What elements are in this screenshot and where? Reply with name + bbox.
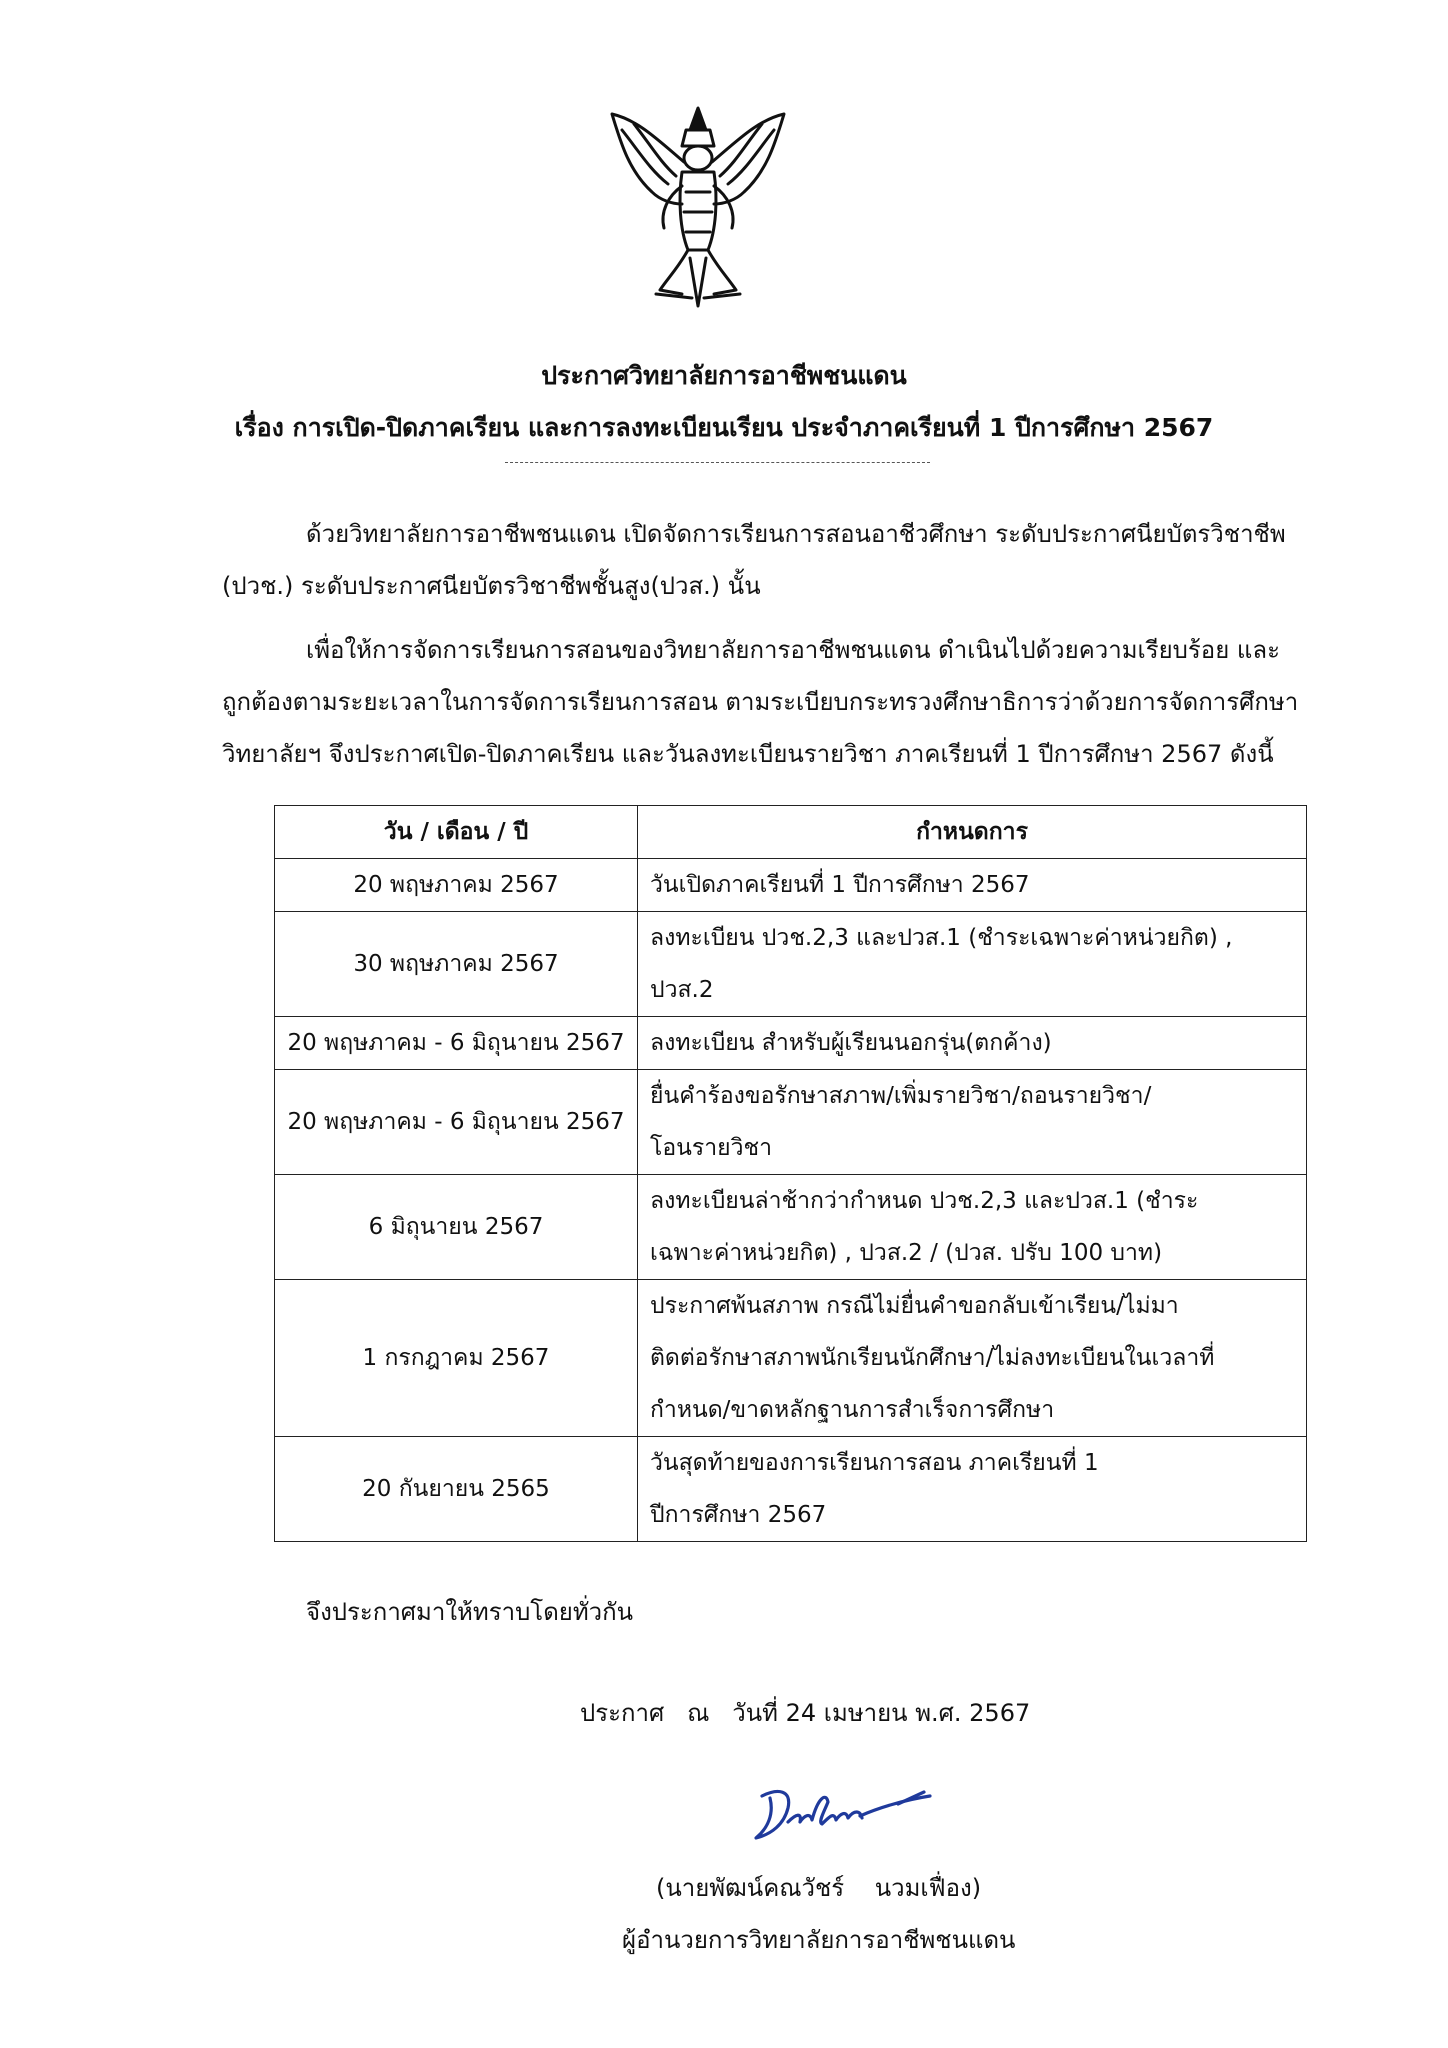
task-line: ยื่นคำร้องขอรักษาสภาพ/เพิ่มรายวิชา/ถอนรายวิชา/ bbox=[650, 1083, 1152, 1109]
schedule-table bbox=[274, 805, 1307, 1542]
purpose-line: เพื่อให้การจัดการเรียนการสอนของวิทยาลัยการอาชีพชนแดน ดำเนินไปด้วยความเรียบร้อย และ bbox=[306, 636, 1280, 664]
table-row bbox=[275, 1175, 1307, 1280]
intro-line: (ปวช.) ระดับประกาศนียบัตรวิชาชีพชั้นสูง(ปวส.) นั้น bbox=[222, 572, 761, 600]
intro-line: ด้วยวิทยาลัยการอาชีพชนแดน เปิดจัดการเรียนการสอนอาชีวศึกษา ระดับประกาศนียบัตรวิชาชีพ bbox=[306, 520, 1286, 548]
task-cell bbox=[638, 912, 1307, 1017]
date-cell: 20 พฤษภาคม - 6 มิถุนายน 2567 bbox=[275, 1070, 638, 1175]
announcement-date: ประกาศ ณ วันที่ 24 เมษายน พ.ศ. 2567 bbox=[580, 1699, 1031, 1727]
task-cell bbox=[638, 1070, 1307, 1175]
table-row bbox=[275, 1017, 1307, 1070]
signer-name: (นายพัฒน์คณวัชร์ นวมเฟื่อง) bbox=[656, 1874, 982, 1902]
purpose-line: ถูกต้องตามระยะเวลาในการจัดการเรียนการสอน ตามระเบียบกระทรวงศึกษาธิการว่าด้วยการจัดการศึกษา bbox=[222, 688, 1299, 716]
signer-position: ผู้อำนวยการวิทยาลัยการอาชีพชนแดน bbox=[622, 1926, 1016, 1954]
date-cell: 20 กันยายน 2565 bbox=[275, 1437, 638, 1542]
task-line: ติดต่อรักษาสภาพนักเรียนนักศึกษา/ไม่ลงทะเบียนในเวลาที่ bbox=[650, 1345, 1215, 1371]
page-title: ประกาศวิทยาลัยการอาชีพชนแดน bbox=[541, 361, 907, 390]
table-header-row bbox=[275, 806, 1307, 859]
intro-paragraph bbox=[222, 508, 1322, 612]
date-cell: 20 พฤษภาคม 2567 bbox=[275, 859, 638, 912]
date-cell: 30 พฤษภาคม 2567 bbox=[275, 912, 638, 1017]
task-column-header: กำหนดการ bbox=[638, 806, 1307, 859]
table-row bbox=[275, 1070, 1307, 1175]
date-cell: 1 กรกฎาคม 2567 bbox=[275, 1280, 638, 1437]
task-line: วันเปิดภาคเรียนที่ 1 ปีการศึกษา 2567 bbox=[650, 872, 1030, 898]
task-cell bbox=[638, 1437, 1307, 1542]
task-line: ปวส.2 bbox=[650, 977, 714, 1003]
task-line: ปีการศึกษา 2567 bbox=[650, 1502, 827, 1528]
purpose-line: วิทยาลัยฯ จึงประกาศเปิด-ปิดภาคเรียน และวันลงทะเบียนรายวิชา ภาคเรียนที่ 1 ปีการศึกษา 2567 ดังนี้ bbox=[222, 740, 1274, 768]
table-row bbox=[275, 1437, 1307, 1542]
task-cell bbox=[638, 1280, 1307, 1437]
table-row bbox=[275, 1280, 1307, 1437]
table-row bbox=[275, 859, 1307, 912]
task-line: ลงทะเบียน สำหรับผู้เรียนนอกรุ่น(ตกค้าง) bbox=[650, 1030, 1052, 1056]
task-line: ประกาศพ้นสภาพ กรณีไม่ยื่นคำขอกลับเข้าเรียน/ไม่มา bbox=[650, 1293, 1179, 1319]
date-cell: 6 มิถุนายน 2567 bbox=[275, 1175, 638, 1280]
announcement-subject: เรื่อง การเปิด-ปิดภาคเรียน และการลงทะเบียนเรียน ประจำภาคเรียนที่ 1 ปีการศึกษา 2567 bbox=[234, 413, 1214, 442]
task-line: ลงทะเบียนล่าช้ากว่ากำหนด ปวช.2,3 และปวส.1 (ชำระ bbox=[650, 1188, 1199, 1214]
date-column-header: วัน / เดือน / ปี bbox=[275, 806, 638, 859]
task-line: ลงทะเบียน ปวช.2,3 และปวส.1 (ชำระเฉพาะค่าหน่วยกิต) , bbox=[650, 925, 1233, 951]
task-line: โอนรายวิชา bbox=[650, 1135, 773, 1161]
table-row bbox=[275, 912, 1307, 1017]
task-line: เฉพาะค่าหน่วยกิต) , ปวส.2 / (ปวส. ปรับ 100 บาท) bbox=[650, 1240, 1163, 1266]
date-cell: 20 พฤษภาคม - 6 มิถุนายน 2567 bbox=[275, 1017, 638, 1070]
title-divider bbox=[505, 462, 930, 463]
task-cell bbox=[638, 1175, 1307, 1280]
closing-statement: จึงประกาศมาให้ทราบโดยทั่วกัน bbox=[306, 1598, 634, 1626]
task-line: กำหนด/ขาดหลักฐานการสำเร็จการศึกษา bbox=[650, 1397, 1055, 1423]
task-line: วันสุดท้ายของการเรียนการสอน ภาคเรียนที่ 1 bbox=[650, 1450, 1099, 1476]
task-cell bbox=[638, 859, 1307, 912]
purpose-paragraph bbox=[222, 624, 1322, 780]
handwritten-signature bbox=[748, 1778, 938, 1848]
task-cell bbox=[638, 1017, 1307, 1070]
garuda-emblem-icon bbox=[598, 100, 798, 310]
